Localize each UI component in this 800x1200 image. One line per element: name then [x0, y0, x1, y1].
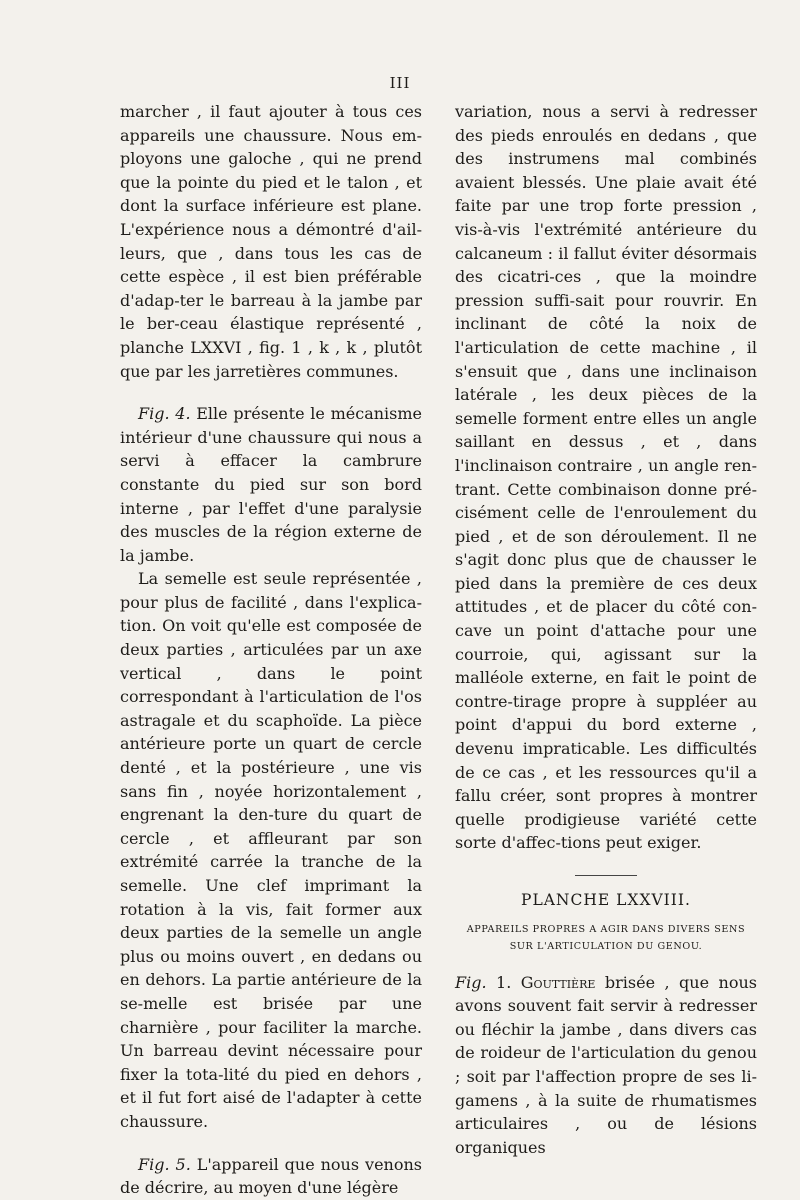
plate-subtitle-line: APPAREILS PROPRES A AGIR DANS DIVERS SENS: [466, 923, 746, 935]
paragraph: marcher , il faut ajouter à tous ces appareils une chaussure. Nous em-ployons une galoche , qui ne prend que la pointe du pied et le talon , et dont la surface inférieure est plane. L'expérience nous a démontré d'ail-leurs, que , dans tous les cas de cette espèce , il est bien préférable d'adap-ter le barreau à la jambe par le ber-ceau élastique représenté , planche LXXVI , fig. 1 , k , k , plutôt que par les jarretières communes.: [120, 102, 422, 381]
paragraph-text: brisée , que nous avons souvent fait servir à redresser ou fléchir la jambe , dans divers cas de roideur de l'articulation du genou ; soit par l'affection propre de ses li-gamens , à la suite de rhumatismes articulaires , ou de lésions organiques: [455, 972, 758, 1157]
paragraph-fig-5: [120, 1153, 422, 1200]
right-column: [455, 100, 757, 1159]
figure-reference: Fig.: [455, 972, 487, 992]
plate-subtitle: [455, 921, 757, 955]
left-column: [120, 100, 422, 1200]
figure-reference: Fig. 4.: [138, 404, 191, 424]
paragraph-fig-4: [120, 402, 422, 567]
section-divider: [575, 875, 637, 876]
figure-reference: Fig. 5.: [138, 1154, 191, 1174]
plate-subtitle-line: SUR L'ARTICULATION DU GENOU.: [509, 940, 703, 952]
paragraph-text: Elle présente le mécanisme intérieur d'une chaussure qui nous a servi à effacer la cambrure constante du pied sur son bord interne , par l'effet d'une paralysie des muscles de la région externe de la jambe.: [120, 404, 422, 565]
paragraph-text: L'appareil que nous venons de décrire, au moyen d'une légère: [120, 1154, 422, 1198]
page-number: III: [389, 74, 411, 92]
figure-number: 1.: [486, 972, 521, 992]
plate-title: PLANCHE LXXVIII.: [521, 891, 691, 909]
item-heading: Gouttière: [520, 972, 596, 992]
paragraph: La semelle est seule représentée , pour plus de facilité , dans l'explica-tion. On voit qu'elle est composée de deux parties , articulées par un axe vertical , dans le point correspondant à l'articulation de l'os astragale et du scaphoïde. La pièce antérieure porte un quart de cercle denté , et la postérieure , une vis sans fin , noyée horizontalement , engrenant la den-ture du quart de cercle , et affleurant par son extrémité carrée la tranche de la semelle. Une clef imprimant la rotation à la vis, fait former aux deux parties de la semelle un angle plus ou moins ouvert , en dedans ou en dehors. La partie antérieure de la se-melle est brisée par une charnière , pour faciliter la marche. Un barreau devint nécessaire pour fixer la tota-lité du pied en dehors , et il fut fort aisé de l'adapter à cette chaussure.: [120, 569, 422, 1131]
paragraph: variation, nous a servi à redresser des pieds enroulés en dedans , que des instrumens mal combinés avaient blessés. Une plaie avait été faite par une trop forte pression , vis-à-vis l'extrémité antérieure du calcaneum : il fallut éviter désormais des cicatri-ces , que la moindre pression suffi-sait pour rouvrir. En inclinant de côté la noix de l'articulation de cette machine , il s'ensuit que , dans une inclinaison latérale , les deux pièces de la semelle forment entre elles un angle saillant en dessus , et , dans l'inclinaison contraire , un angle ren-trant. Cette combinaison donne pré-cisément celle de l'enroulement du pied , et de son déroulement. Il ne s'agit donc plus que de chausser le pied dans la première de ces deux attitudes , et de placer du côté con-cave un point d'attache pour une courroie, qui, agissant sur la malléole externe, en fait le point de contre-tirage propre à suppléer au point d'appui du bord externe , devenu impraticable. Les difficultés de ce cas , et les ressources qu'il a fallu créer, sont propres à montrer quelle prodigieuse variété cette sorte d'affec-tions peut exiger.: [455, 102, 757, 853]
paragraph-fig-1: [455, 971, 757, 1160]
